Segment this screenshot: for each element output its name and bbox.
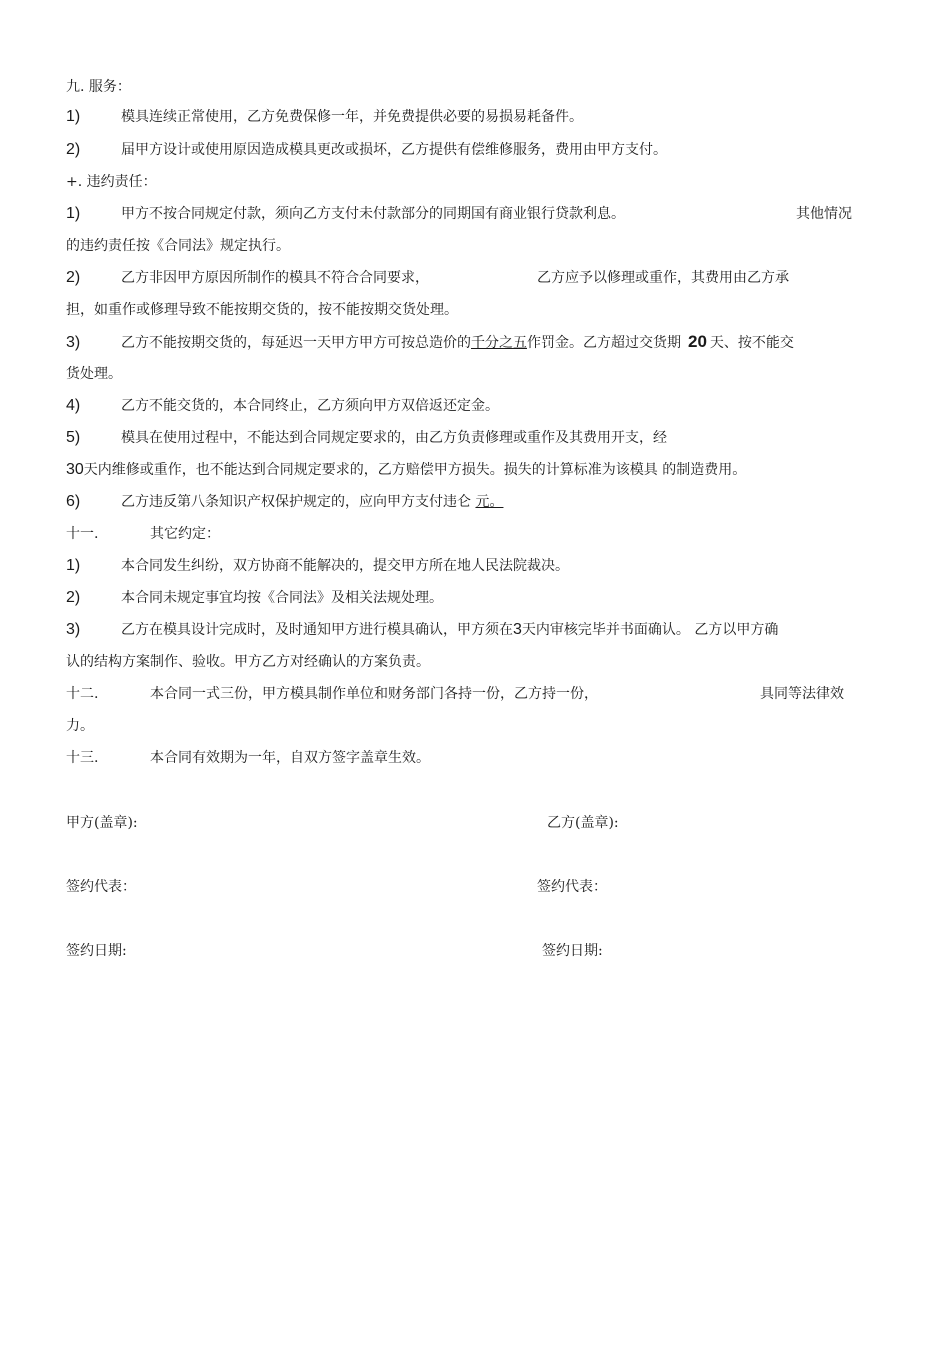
penalty-rate: 千分之五: [471, 335, 527, 351]
sec10-item-1-tail: 其他情况: [796, 206, 852, 222]
item-text: 届甲方设计或使用原因造成模具更改或损坏，乙方提供有偿维修服务，费用由甲方支付。: [121, 142, 667, 158]
sec10-item-4: [66, 396, 499, 416]
party-b-seal-label: 乙方(盖章):: [547, 815, 619, 831]
sec11-item-2: [66, 588, 443, 608]
item-text: 乙方在模具设计完成时，及时通知甲方进行模具确认，甲方须在: [121, 622, 513, 638]
sec10-item-3: [66, 332, 794, 353]
section-9-title: 九. 服务：: [66, 79, 131, 95]
item-number: 1): [66, 205, 81, 222]
sec10-item-5: [66, 428, 667, 448]
item-number: 3): [66, 621, 81, 638]
section-13: [66, 748, 430, 768]
section-11-title: [66, 524, 220, 544]
item-number: 3): [66, 334, 81, 351]
section-number: 十一.: [66, 526, 99, 542]
sec11-item-1: [66, 556, 569, 576]
item-text: 乙方不能按期交货的，每延迟一天甲方甲方可按总造价的: [121, 335, 471, 351]
item-text: 天内审核完毕并书面确认。 乙方以甲方确: [521, 622, 779, 638]
item-text: 模具在使用过程中，不能达到合同规定要求的，由乙方负责修理或重作及其费用开支，经: [121, 430, 667, 446]
sec9-item-1: [66, 107, 583, 127]
item-number: 5): [66, 429, 81, 446]
section-10-title: +. 违约责任：: [66, 174, 157, 190]
item-number: 2): [66, 589, 81, 606]
sec10-item-2: [66, 268, 429, 288]
item-text: 作罚金。乙方超过交货期: [527, 335, 681, 351]
repair-days: 30: [66, 461, 84, 478]
item-text: 甲方不按合同规定付款，须向乙方支付未付款部分的同期国有商业银行贷款利息。: [121, 206, 625, 222]
party-a-representative-label: 签约代表：: [66, 879, 136, 895]
item-number: 2): [66, 141, 81, 158]
section-number: 十三.: [66, 750, 99, 766]
party-a-date-label: 签约日期:: [66, 943, 127, 959]
item-text: 模具连续正常使用，乙方免费保修一年，并免费提供必要的易损易耗备件。: [121, 109, 583, 125]
item-number: 1): [66, 557, 81, 574]
item-number: 6): [66, 493, 81, 510]
review-days: 3: [513, 621, 522, 638]
sec11-item-3-cont: 认的结构方案制作、验收。甲方乙方对经确认的方案负责。: [66, 654, 430, 670]
party-a-seal-label: 甲方(盖章):: [66, 815, 138, 831]
sec10-item-1: [66, 204, 625, 224]
item-text: 乙方不能交货的，本合同终止，乙方须向甲方双倍返还定金。: [121, 398, 499, 414]
section-12-tail: 具同等法律效: [760, 686, 844, 702]
penalty-amount: 元。: [475, 494, 504, 510]
section-12: [66, 684, 598, 704]
sec10-item-2-cont: 担，如重作或修理导致不能按期交货的，按不能按期交货处理。: [66, 302, 458, 318]
section-text: 本合同一式三份，甲方模具制作单位和财务部门各持一份，乙方持一份，: [150, 686, 598, 702]
sec11-item-3: [66, 620, 778, 640]
item-text: 天内维修或重作，也不能达到合同规定要求的，乙方赔偿甲方损失。损失的计算标准为该模具 的制造费用。: [83, 462, 747, 478]
party-b-representative-label: 签约代表：: [537, 879, 607, 895]
item-text: 乙方非因甲方原因所制作的模具不符合合同要求，: [121, 270, 429, 286]
sec10-item-2-tail: 乙方应予以修理或重作，其费用由乙方承: [537, 270, 789, 286]
party-b-date-label: 签约日期:: [542, 943, 603, 959]
sec10-item-1-cont: 的违约责任按《合同法》规定执行。: [66, 238, 290, 254]
item-text: 乙方违反第八条知识产权保护规定的，应向甲方支付违仑: [121, 494, 476, 510]
item-number: 2): [66, 269, 81, 286]
sec10-item-6: [66, 492, 503, 512]
section-number: 十二.: [66, 686, 99, 702]
section-text: 本合同有效期为一年，自双方签字盖章生效。: [150, 750, 430, 766]
section-12-cont: 力。: [66, 718, 94, 734]
item-text: 本合同发生纠纷，双方协商不能解决的，提交甲方所在地人民法院裁决。: [121, 558, 569, 574]
sec10-item-3-cont: 货处理。: [66, 366, 122, 382]
sec9-item-2: [66, 140, 667, 160]
delay-days: 20: [688, 332, 707, 351]
sec10-item-5-cont: [66, 460, 746, 480]
item-number: 1): [66, 108, 81, 125]
section-title: 其它约定：: [150, 526, 220, 542]
item-text: 本合同未规定事宜均按《合同法》及相关法规处理。: [121, 590, 443, 606]
item-text: 天、按不能交: [709, 335, 794, 351]
item-number: 4): [66, 397, 81, 414]
